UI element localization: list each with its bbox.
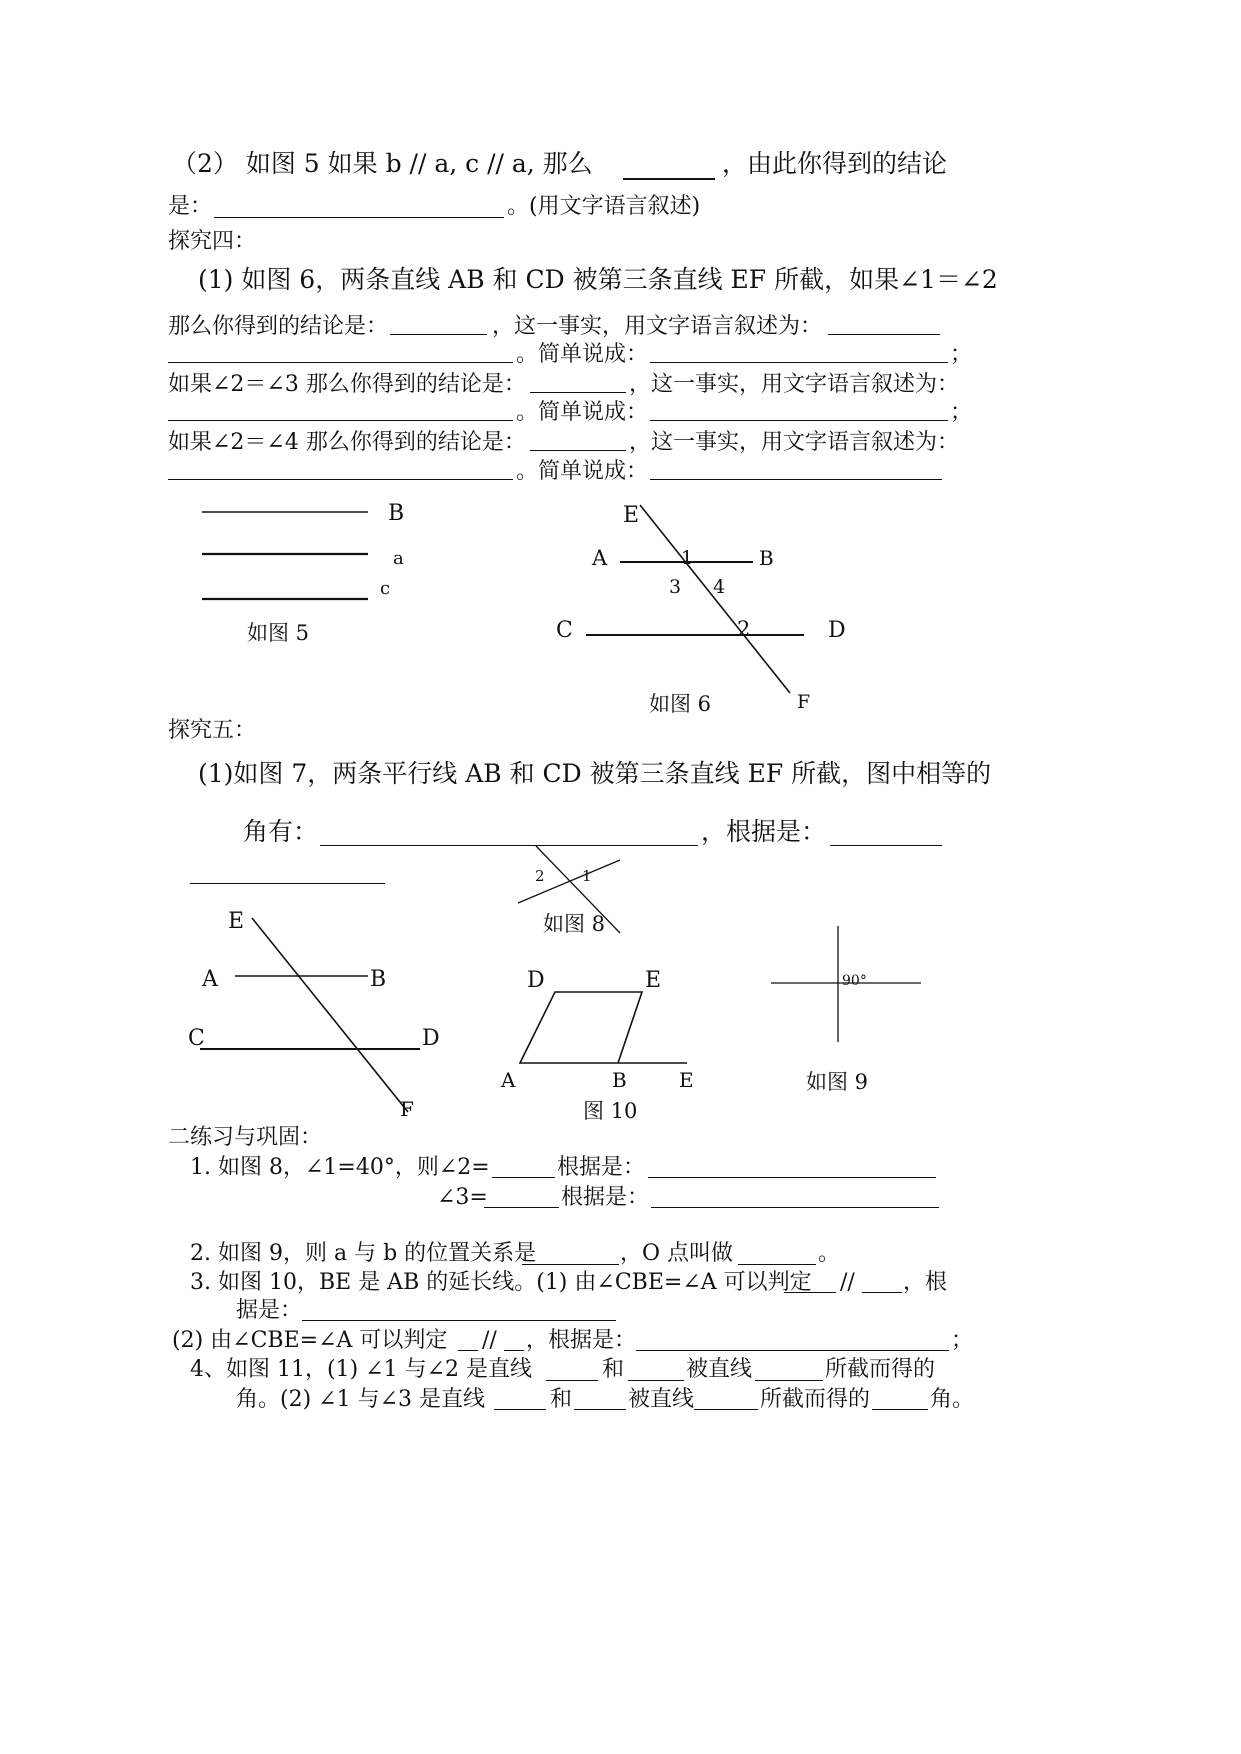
fig6-line-ef bbox=[640, 505, 790, 693]
explore4-line-2b: ，这一事实，用文字语言叙述为： bbox=[492, 314, 823, 339]
explore4-line-6a: 如果∠2＝∠4 那么你得到的结论是： bbox=[168, 430, 526, 455]
practice-q4-blank-2[interactable] bbox=[628, 1380, 684, 1381]
practice-q3-parallel-1: // bbox=[840, 1270, 855, 1295]
practice-q1-text-b: 根据是： bbox=[557, 1155, 646, 1180]
explore4-line-1: (1) 如图 6，两条直线 AB 和 CD 被第三条直线 EF 所截，如果∠1＝∠2 bbox=[198, 265, 998, 294]
fig5-label-c: c bbox=[380, 578, 391, 599]
figure-7 bbox=[180, 900, 460, 1125]
practice-q4-text-b: 和 bbox=[602, 1357, 625, 1382]
practice-q1-text-d: 根据是： bbox=[561, 1185, 650, 1210]
practice-q2-text-a: 2. 如图 9，则 a 与 b 的位置关系是 bbox=[190, 1241, 537, 1266]
fig10-label-e-top: E bbox=[645, 968, 662, 993]
fig8-caption: 如图 8 bbox=[543, 912, 606, 936]
practice-q3-text-a: 3. 如图 10，BE 是 AB 的延长线。(1) 由∠CBE=∠A 可以判定 bbox=[190, 1270, 812, 1295]
fig6-label-c: C bbox=[556, 618, 573, 643]
explore4-blank-conclusion-1[interactable] bbox=[390, 334, 487, 335]
practice-heading: 二练习与巩固： bbox=[168, 1125, 323, 1150]
explore5-blank-angles[interactable] bbox=[320, 845, 698, 846]
practice-q3-blank-reason2[interactable] bbox=[636, 1350, 949, 1351]
practice-q3-parallel-2: // bbox=[482, 1328, 497, 1353]
explore5-blank-reason-b[interactable] bbox=[190, 883, 385, 884]
practice-q4-blank-6[interactable] bbox=[694, 1409, 758, 1410]
practice-q4-text-g: 被直线 bbox=[628, 1387, 695, 1412]
explore4-blank-words-1a[interactable] bbox=[828, 334, 940, 335]
practice-q3-text-e: (2) 由∠CBE=∠A 可以判定 bbox=[172, 1328, 448, 1353]
explore4-line-7: 。简单说成： bbox=[516, 459, 649, 484]
explore4-blank-words-3[interactable] bbox=[168, 479, 513, 480]
fig6-angle-3: 3 bbox=[669, 576, 682, 598]
practice-q3-blank-reason1[interactable] bbox=[302, 1320, 616, 1321]
practice-q2-text-b: ，O 点叫做 bbox=[620, 1241, 734, 1266]
fig8-angle-2: 2 bbox=[535, 867, 545, 885]
practice-q4-text-h: 所截而得的 bbox=[760, 1387, 871, 1412]
explore4-blank-short-2[interactable] bbox=[650, 420, 948, 421]
practice-q3-blank-line2[interactable] bbox=[862, 1292, 902, 1293]
explore5-line-2b: ，根据是： bbox=[701, 817, 827, 846]
practice-q3-text-d: 据是： bbox=[236, 1298, 303, 1323]
practice-q4-text-i: 角。 bbox=[930, 1387, 975, 1412]
explore5-line-1: (1)如图 7，两条平行线 AB 和 CD 被第三条直线 EF 所截，图中相等的 bbox=[198, 759, 992, 788]
fig10-label-a: A bbox=[501, 1068, 516, 1092]
figure-5 bbox=[190, 495, 430, 655]
q2-text-2: ，由此你得到的结论 bbox=[722, 149, 948, 178]
practice-q4-text-c: 被直线 bbox=[686, 1357, 753, 1382]
explore4-line-5-end: ； bbox=[950, 400, 973, 425]
fig8-angle-1: 1 bbox=[582, 867, 592, 885]
fig10-caption: 图 10 bbox=[583, 1099, 638, 1123]
fig10-label-d: D bbox=[527, 968, 545, 993]
fig7-label-a: A bbox=[202, 967, 218, 992]
explore4-heading: 探究四： bbox=[168, 229, 257, 254]
explore4-blank-short-3[interactable] bbox=[650, 479, 942, 480]
fig6-label-e: E bbox=[623, 503, 640, 528]
fig7-label-d: D bbox=[422, 1026, 440, 1051]
practice-q4-blank-4[interactable] bbox=[494, 1409, 546, 1410]
fig6-caption: 如图 6 bbox=[649, 692, 712, 716]
practice-q4-text-f: 和 bbox=[550, 1387, 573, 1412]
fig7-line-ef bbox=[252, 918, 408, 1112]
figure-6 bbox=[556, 495, 860, 720]
fig9-caption: 如图 9 bbox=[806, 1070, 869, 1094]
practice-q3-text-g: ，根据是： bbox=[526, 1328, 637, 1353]
fig7-label-b: B bbox=[370, 967, 387, 992]
explore4-blank-conclusion-3[interactable] bbox=[530, 450, 626, 451]
q2-text-1: （2） 如图 5 如果 b // a, c // a, 那么 bbox=[172, 149, 593, 178]
fig6-label-a: A bbox=[592, 546, 608, 570]
fig6-angle-2: 2 bbox=[737, 617, 751, 641]
fig7-label-e: E bbox=[228, 909, 245, 934]
practice-q1-blank-angle2[interactable] bbox=[492, 1177, 555, 1178]
figure-9 bbox=[765, 922, 930, 1047]
practice-q2-blank-point[interactable] bbox=[738, 1264, 816, 1265]
q2-text-3: 是： bbox=[168, 194, 213, 219]
explore5-heading: 探究五： bbox=[168, 718, 257, 743]
practice-q1-blank-angle3[interactable] bbox=[484, 1207, 559, 1208]
practice-q3-blank-line1[interactable] bbox=[784, 1292, 836, 1293]
explore4-line-4a: 如果∠2＝∠3 那么你得到的结论是： bbox=[168, 372, 526, 397]
fig7-label-f: F bbox=[400, 1097, 414, 1121]
practice-q3-text-c: ，根 bbox=[903, 1270, 948, 1295]
fig5-label-a: a bbox=[393, 548, 404, 569]
practice-q4-text-d: 所截而得的 bbox=[825, 1357, 936, 1382]
practice-q1-text-a: 1. 如图 8，∠1=40°，则∠2= bbox=[190, 1155, 490, 1180]
practice-q4-text-e: 角。(2) ∠1 与∠3 是直线 bbox=[236, 1387, 486, 1412]
q2-answer-blank-2[interactable] bbox=[214, 217, 504, 218]
explore4-blank-conclusion-2[interactable] bbox=[530, 392, 626, 393]
fig6-label-b: B bbox=[759, 546, 774, 570]
explore4-blank-short-1[interactable] bbox=[650, 362, 948, 363]
fig10-label-e-bottom: E bbox=[679, 1068, 694, 1092]
fig8-line-2 bbox=[518, 860, 620, 903]
q2-text-4: 。(用文字语言叙述) bbox=[507, 194, 701, 219]
fig9-right-angle-label: 90° bbox=[842, 973, 867, 989]
practice-q4-blank-1[interactable] bbox=[546, 1380, 598, 1381]
fig6-angle-1: 1 bbox=[681, 547, 694, 569]
explore4-line-4b: ，这一事实，用文字语言叙述为： bbox=[629, 372, 960, 397]
fig7-label-c: C bbox=[188, 1026, 205, 1051]
practice-q4-blank-3[interactable] bbox=[755, 1380, 823, 1381]
explore4-line-6b: ，这一事实，用文字语言叙述为： bbox=[629, 430, 960, 455]
practice-q1-blank-reason2[interactable] bbox=[648, 1177, 936, 1178]
fig6-label-f: F bbox=[797, 691, 811, 713]
figure-10 bbox=[495, 962, 705, 1092]
explore4-line-3: 。简单说成： bbox=[516, 342, 649, 367]
fig6-angle-4: 4 bbox=[713, 576, 726, 598]
explore5-line-2a: 角有： bbox=[243, 817, 319, 846]
fig5-caption: 如图 5 bbox=[247, 621, 310, 645]
fig6-label-d: D bbox=[828, 618, 846, 643]
explore4-line-5: 。简单说成： bbox=[516, 400, 649, 425]
practice-q2-text-c: 。 bbox=[818, 1241, 841, 1266]
practice-q1-blank-reason3[interactable] bbox=[651, 1207, 939, 1208]
explore4-blank-words-2[interactable] bbox=[168, 420, 513, 421]
explore5-blank-reason-a[interactable] bbox=[830, 845, 942, 846]
practice-q3-text-h: ； bbox=[951, 1328, 974, 1353]
explore4-line-3-end: ； bbox=[950, 342, 973, 367]
practice-q4-blank-5[interactable] bbox=[574, 1409, 626, 1410]
q2-answer-blank-1[interactable] bbox=[623, 178, 715, 180]
explore4-line-2a: 那么你得到的结论是： bbox=[168, 314, 389, 339]
fig10-parallelogram bbox=[520, 992, 642, 1063]
practice-q4-text-a: 4、如图 11，(1) ∠1 与∠2 是直线 bbox=[190, 1357, 532, 1382]
practice-q3-blank-line4[interactable] bbox=[504, 1350, 524, 1351]
practice-q1-text-c: ∠3= bbox=[437, 1185, 488, 1210]
practice-q4-blank-7[interactable] bbox=[872, 1409, 928, 1410]
fig5-label-b: B bbox=[388, 501, 405, 526]
fig10-label-b: B bbox=[612, 1068, 627, 1092]
practice-q2-blank-relation[interactable] bbox=[522, 1264, 619, 1265]
practice-q3-blank-line3[interactable] bbox=[458, 1350, 478, 1351]
explore4-blank-words-1b[interactable] bbox=[168, 362, 513, 363]
